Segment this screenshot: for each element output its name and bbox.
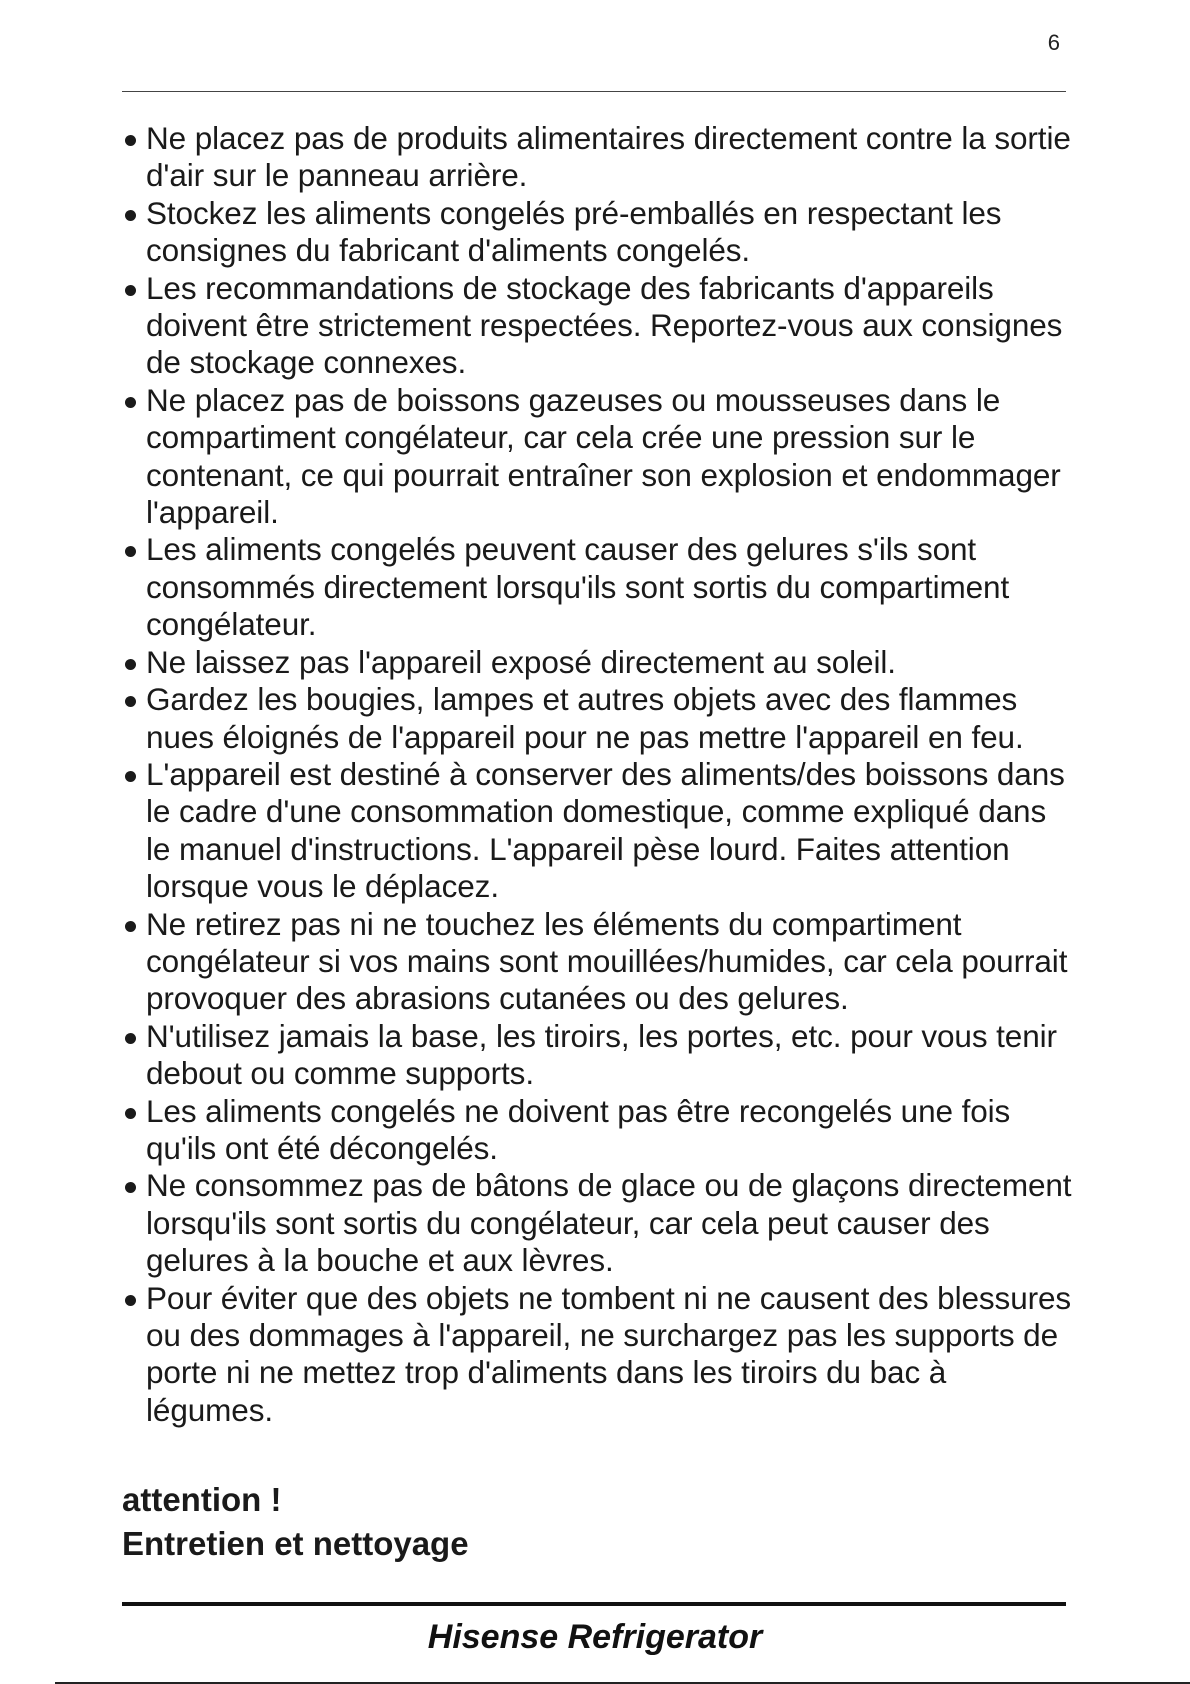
list-item xyxy=(122,756,1072,906)
bullet-icon xyxy=(125,135,136,146)
list-item xyxy=(122,644,1072,681)
bullet-icon xyxy=(125,546,136,557)
list-item xyxy=(122,120,1072,195)
page-number: 6 xyxy=(1047,30,1060,55)
footer-divider xyxy=(122,1602,1066,1606)
bullet-icon xyxy=(125,659,136,670)
footer-brand: Hisense Refrigerator xyxy=(427,1618,763,1656)
list-item xyxy=(122,681,1072,756)
list-item xyxy=(122,1167,1072,1279)
list-item-text: L'appareil est destiné à conserver des aliments/des boissons dans le cadre d'une consommation domestique, comme expliqué dans le manuel d'instructions. L'appareil pèse lourd. Faites attention lorsque vous le déplacez. xyxy=(146,755,1065,905)
section-title: Entretien et nettoyage xyxy=(122,1525,469,1562)
list-item-text: Pour éviter que des objets ne tombent ni ne causent des blessures ou des dommages à l'appareil, ne surchargez pas les supports de porte ni ne mettez trop d'aliments dans les tiroirs du bac à légumes. xyxy=(146,1279,1072,1428)
list-item-text: Les aliments congelés ne doivent pas être recongelés une fois qu'ils ont été décongelés. xyxy=(146,1092,1011,1166)
list-item-text: Les aliments congelés peuvent causer des gelures s'ils sont consommés directement lorsqu'ils sont sortis du compartiment congélateur. xyxy=(146,531,1010,643)
list-item-text: Les recommandations de stockage des fabricants d'appareils doivent être strictement respectées. Reportez-vous aux consignes de stockage connexes. xyxy=(146,269,1063,381)
bullet-icon xyxy=(125,1108,136,1119)
list-item xyxy=(122,195,1072,270)
bullet-icon xyxy=(125,771,136,782)
bullet-icon xyxy=(125,1033,136,1044)
safety-instructions-list xyxy=(122,120,1072,1429)
list-item-text: Gardez les bougies, lampes et autres objets avec des flammes nues éloignés de l'appareil pour ne pas mettre l'appareil en feu. xyxy=(146,681,1024,755)
list-item-text: Stockez les aliments congelés pré-emballés en respectant les consignes du fabricant d'aliments congelés. xyxy=(146,194,1002,269)
list-item-text: N'utilisez jamais la base, les tiroirs, les portes, etc. pour vous tenir debout ou comme supports. xyxy=(146,1017,1057,1092)
header-divider xyxy=(122,91,1066,92)
bullet-icon xyxy=(125,210,136,221)
list-item xyxy=(122,531,1072,643)
list-item-text: Ne retirez pas ni ne touchez les éléments du compartiment congélateur si vos mains sont mouillées/humides, car cela pourrait provoquer des abrasions cutanées ou des gelures. xyxy=(146,905,1068,1017)
list-item xyxy=(122,1018,1072,1093)
attention-heading: attention ! xyxy=(122,1481,282,1518)
bullet-icon xyxy=(125,285,136,296)
list-item xyxy=(122,270,1072,382)
list-item xyxy=(122,1280,1072,1430)
bullet-icon xyxy=(125,397,136,408)
list-item-text: Ne laissez pas l'appareil exposé directement au soleil. xyxy=(146,643,896,680)
bullet-icon xyxy=(125,921,136,932)
bullet-icon xyxy=(125,1295,136,1306)
list-item-text: Ne consommez pas de bâtons de glace ou de glaçons directement lorsqu'ils sont sortis du congélateur, car cela peut causer des gelures à la bouche et aux lèvres. xyxy=(146,1167,1072,1279)
list-item-text: Ne placez pas de boissons gazeuses ou mousseuses dans le compartiment congélateur, car cela crée une pression sur le contenant, ce qui pourrait entraîner son explosion et endommager l'appareil. xyxy=(146,381,1061,531)
list-item xyxy=(122,1093,1072,1168)
list-item-text: Ne placez pas de produits alimentaires directement contre la sortie d'air sur le panneau arrière. xyxy=(146,120,1071,194)
bullet-icon xyxy=(125,696,136,707)
bullet-icon xyxy=(125,1182,136,1193)
list-item xyxy=(122,906,1072,1018)
list-item xyxy=(122,382,1072,532)
